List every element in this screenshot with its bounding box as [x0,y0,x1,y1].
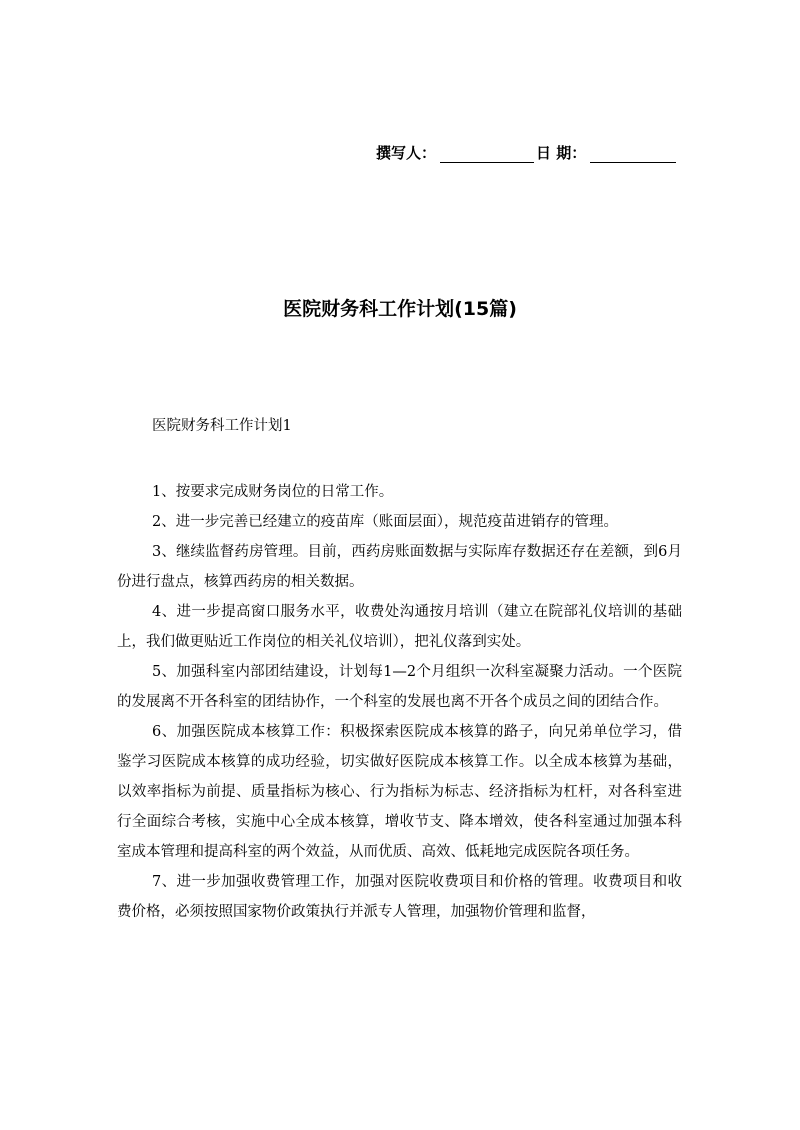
date-label: 日 期： [536,144,587,162]
paragraph-7: 7、进一步加强收费管理工作，加强对医院收费项目和价格的管理。收费项目和收费价格，必须按照国家物价政策执行并派专人管理，加强物价管理和监督， [117,874,682,920]
paragraph-2: 2、进一步完善已经建立的疫苗库（账面层面），规范疫苗进销存的管理。 [152,514,618,530]
paragraph-1: 1、按要求完成财务岗位的日常工作。 [152,484,394,500]
date-blank [590,144,676,163]
writer-blank [440,144,534,163]
paragraph-3: 3、继续监督药房管理。目前，西药房账面数据与实际库存数据还存在差额，到6月份进行盘点，核算西药房的相关数据。 [117,544,682,590]
paragraph-6: 6、加强医院成本核算工作：积极探索医院成本核算的路子，向兄弟单位学习，借鉴学习医院成本核算的成功经验，切实做好医院成本核算工作。以全成本核算为基础，以效率指标为前提、质量指标为核心、行为指标为标志、经济指标为杠杆，对各科室进行全面综合考核，实施中心全成本核算，增收节支、降本增效，使各科室通过加强本科室成本管理和提高科室的两个效益，从而优质、高效、低耗地完成医院各项任务。 [117,724,682,860]
document-body [117,477,682,927]
paragraph-4: 4、进一步提高窗口服务水平，收费处沟通按月培训（建立在院部礼仪培训的基础上，我们做更贴近工作岗位的相关礼仪培训），把礼仪落到实处。 [117,604,682,650]
writer-label: 撰写人： [376,144,437,162]
section-heading: 医院财务科工作计划1 [152,418,292,434]
document-title: 医院财务科工作计划(15篇) [283,298,517,320]
paragraph-5: 5、加强科室内部团结建设，计划每1—2个月组织一次科室凝聚力活动。一个医院的发展离不开各科室的团结协作，一个科室的发展也离不开各个成员之间的团结合作。 [117,664,682,710]
signature-line [376,139,686,163]
